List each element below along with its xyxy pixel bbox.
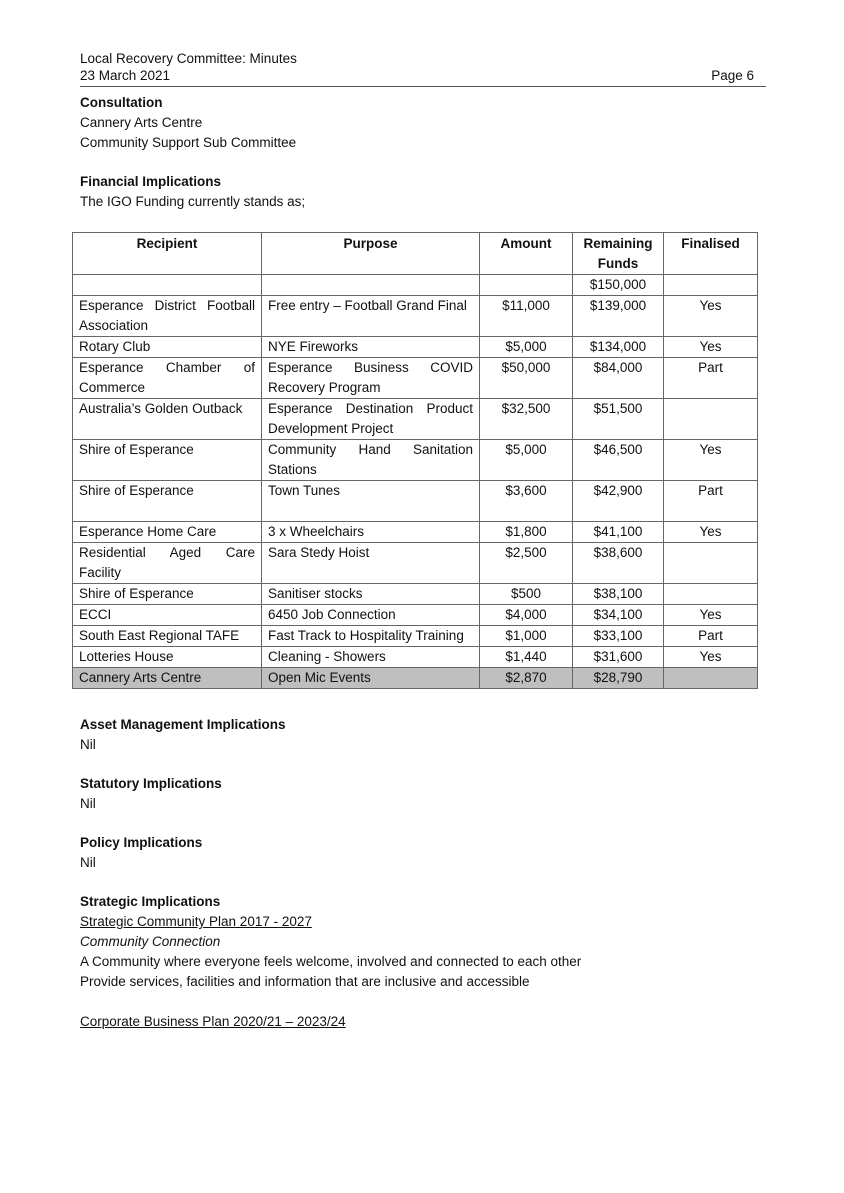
- table-row: [73, 605, 758, 626]
- cell-finalised: Yes: [664, 605, 758, 626]
- col-recipient-header: Recipient: [73, 233, 262, 275]
- cell-amount: $500: [480, 584, 573, 605]
- financial-intro: The IGO Funding currently stands as;: [80, 194, 306, 209]
- policy-heading: Policy Implications: [80, 835, 203, 850]
- cell-purpose: NYE Fireworks: [262, 337, 480, 358]
- meeting-date: 23 March 2021: [80, 68, 171, 83]
- cell-purpose: 6450 Job Connection: [262, 605, 480, 626]
- cell-finalised: Yes: [664, 296, 758, 337]
- strategic-theme: Community Connection: [80, 934, 221, 949]
- cell-amount: $50,000: [480, 358, 573, 399]
- cell-purpose: Cleaning - Showers: [262, 647, 480, 668]
- spacer: [80, 992, 766, 1012]
- financial-section: [80, 172, 766, 212]
- cell-purpose: Free entry – Football Grand Final: [262, 296, 480, 337]
- table-row-opening-balance: [73, 275, 758, 296]
- cell-amount: $2,870: [480, 668, 573, 689]
- cell-purpose: Open Mic Events: [262, 668, 480, 689]
- cell-recipient: Australia’s Golden Outback: [73, 399, 262, 440]
- consultation-line: Community Support Sub Committee: [80, 135, 297, 150]
- cell-purpose: Sanitiser stocks: [262, 584, 480, 605]
- cell-recipient: Shire of Esperance: [73, 481, 262, 522]
- table-row: [73, 337, 758, 358]
- cell-remaining: $34,100: [573, 605, 664, 626]
- table-header-row: [73, 233, 758, 275]
- cell-finalised: [664, 543, 758, 584]
- cell-recipient: South East Regional TAFE: [73, 626, 262, 647]
- cell-amount: $5,000: [480, 337, 573, 358]
- cell-purpose: Fast Track to Hospitality Training: [262, 626, 480, 647]
- cell-amount: $32,500: [480, 399, 573, 440]
- cell-finalised: Yes: [664, 647, 758, 668]
- table-row: [73, 584, 758, 605]
- cell-purpose: Esperance Destination Product Development Project: [262, 399, 480, 440]
- cell-purpose: Community Hand Sanitation Stations: [262, 440, 480, 481]
- cell-remaining: $38,600: [573, 543, 664, 584]
- cell-amount: [480, 275, 573, 296]
- table-row: [73, 358, 758, 399]
- table-row: [73, 399, 758, 440]
- header-divider: [80, 86, 766, 87]
- cell-remaining: $33,100: [573, 626, 664, 647]
- cell-amount: $1,000: [480, 626, 573, 647]
- financial-heading: Financial Implications: [80, 174, 222, 189]
- cell-finalised: Part: [664, 481, 758, 522]
- cell-recipient: Esperance District Football Association: [73, 296, 262, 337]
- statutory-text: Nil: [80, 796, 96, 811]
- asset-section: [80, 715, 766, 755]
- cell-purpose: Sara Stedy Hoist: [262, 543, 480, 584]
- cell-finalised: [664, 668, 758, 689]
- cell-remaining: $51,500: [573, 399, 664, 440]
- corporate-plan-title: Corporate Business Plan 2020/21 – 2023/24: [80, 1014, 346, 1029]
- consultation-section: [80, 93, 766, 153]
- cell-recipient: Esperance Home Care: [73, 522, 262, 543]
- col-amount-header: Amount: [480, 233, 573, 275]
- asset-text: Nil: [80, 737, 96, 752]
- table-row-highlighted: [73, 668, 758, 689]
- strategic-line: Provide services, facilities and information that are inclusive and accessible: [80, 974, 530, 989]
- cell-remaining: $42,900: [573, 481, 664, 522]
- funding-table: [72, 232, 758, 689]
- cell-finalised: Part: [664, 358, 758, 399]
- cell-purpose: Town Tunes: [262, 481, 480, 522]
- document-title: Local Recovery Committee: Minutes: [80, 51, 297, 66]
- cell-purpose: Esperance Business COVID Recovery Program: [262, 358, 480, 399]
- table-row: [73, 543, 758, 584]
- cell-recipient: ECCI: [73, 605, 262, 626]
- page-header: [80, 50, 766, 84]
- asset-heading: Asset Management Implications: [80, 717, 286, 732]
- consultation-line: Cannery Arts Centre: [80, 115, 203, 130]
- cell-amount: $2,500: [480, 543, 573, 584]
- cell-remaining: $134,000: [573, 337, 664, 358]
- statutory-heading: Statutory Implications: [80, 776, 222, 791]
- statutory-section: [80, 774, 766, 814]
- table-row: [73, 440, 758, 481]
- cell-purpose: [262, 275, 480, 296]
- cell-finalised: [664, 584, 758, 605]
- table-row: [73, 481, 758, 522]
- cell-remaining: $38,100: [573, 584, 664, 605]
- table-row: [73, 647, 758, 668]
- strategic-heading: Strategic Implications: [80, 894, 221, 909]
- consultation-heading: Consultation: [80, 95, 163, 110]
- col-finalised-header: Finalised: [664, 233, 758, 275]
- cell-finalised: Yes: [664, 522, 758, 543]
- strategic-line: A Community where everyone feels welcome, involved and connected to each other: [80, 954, 582, 969]
- page-number: Page 6: [711, 68, 754, 83]
- cell-amount: $4,000: [480, 605, 573, 626]
- cell-recipient: Cannery Arts Centre: [73, 668, 262, 689]
- cell-recipient: Esperance Chamber of Commerce: [73, 358, 262, 399]
- cell-recipient: Lotteries House: [73, 647, 262, 668]
- cell-remaining: $28,790: [573, 668, 664, 689]
- cell-recipient: Rotary Club: [73, 337, 262, 358]
- cell-amount: $3,600: [480, 481, 573, 522]
- cell-finalised: [664, 399, 758, 440]
- cell-amount: $1,800: [480, 522, 573, 543]
- cell-recipient: [73, 275, 262, 296]
- cell-remaining: $150,000: [573, 275, 664, 296]
- cell-finalised: Yes: [664, 440, 758, 481]
- cell-amount: $11,000: [480, 296, 573, 337]
- table-row: [73, 626, 758, 647]
- strategic-section: [80, 892, 766, 1032]
- policy-text: Nil: [80, 855, 96, 870]
- col-remaining-header: Remaining Funds: [573, 233, 664, 275]
- table-row: [73, 522, 758, 543]
- cell-finalised: Part: [664, 626, 758, 647]
- cell-recipient: Shire of Esperance: [73, 584, 262, 605]
- cell-purpose: 3 x Wheelchairs: [262, 522, 480, 543]
- cell-remaining: $41,100: [573, 522, 664, 543]
- cell-remaining: $46,500: [573, 440, 664, 481]
- cell-amount: $5,000: [480, 440, 573, 481]
- cell-amount: $1,440: [480, 647, 573, 668]
- cell-recipient: Shire of Esperance: [73, 440, 262, 481]
- cell-remaining: $31,600: [573, 647, 664, 668]
- col-purpose-header: Purpose: [262, 233, 480, 275]
- cell-remaining: $139,000: [573, 296, 664, 337]
- policy-section: [80, 833, 766, 873]
- cell-finalised: [664, 275, 758, 296]
- cell-remaining: $84,000: [573, 358, 664, 399]
- strategic-plan-title: Strategic Community Plan 2017 - 2027: [80, 914, 312, 929]
- cell-finalised: Yes: [664, 337, 758, 358]
- table-row: [73, 296, 758, 337]
- cell-recipient: Residential Aged Care Facility: [73, 543, 262, 584]
